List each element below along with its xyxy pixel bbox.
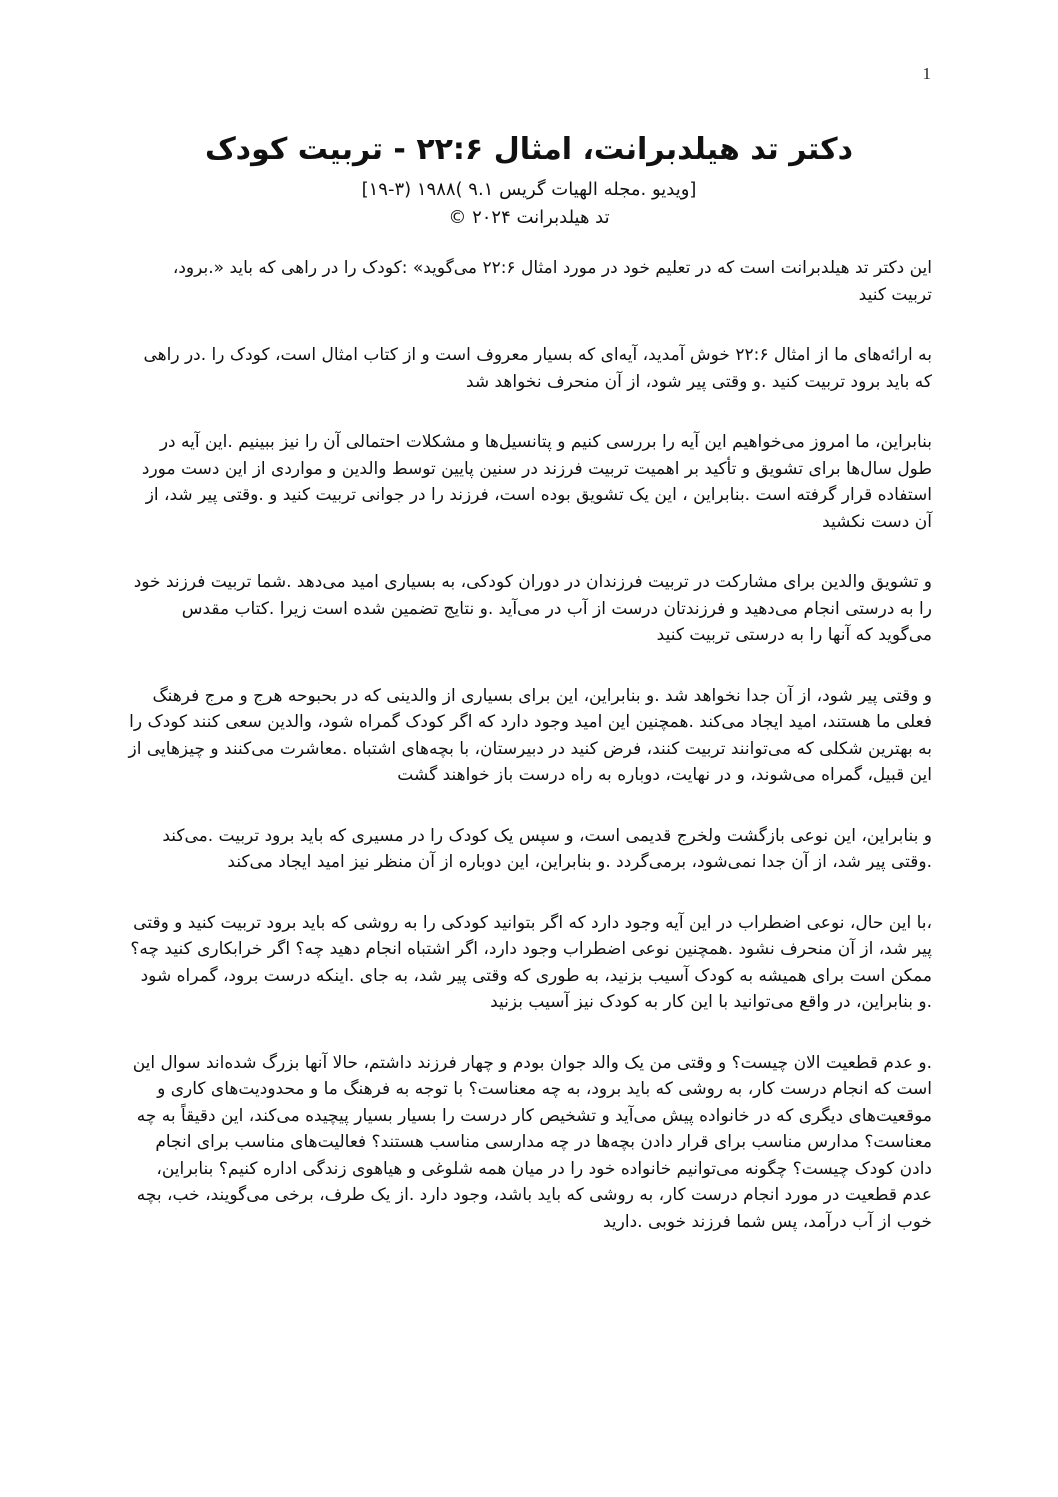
paragraph: بنابراین، ما امروز می‌خواهیم این آیه را بررسی کنیم و پتانسیل‌ها و مشکلات احتمالی آن را نیز ببینیم .این آیه در طول سال‌ها برای تشویق و تأکید بر اهمیت تربیت فرزند در سنین پایین توسط والدین و مواردی از این دست مورد استفاده قرار گرفته است .بنابراین ، این یک تشویق بوده است، فرزند را در جوانی تربیت کنید و .وقتی پیر شد، از آن دست نکشید [141,432,932,532]
copyright-line: تد هیلدبرانت ۲۰۲۴ © [448,207,610,228]
document-header [0,130,1058,232]
paragraph: و بنابراین، این نوعی بازگشت ولخرج قدیمی است، و سپس یک کودک را در مسیری که باید برود تربیت .می‌کند .وقتی پیر شد، از آن جدا نمی‌شود، برمی‌گردد .و بنابراین، این دوباره از آن منظر نیز امید ایجاد می‌کند [162,825,932,872]
paragraph: .و عدم قطعیت الان چیست؟ و وقتی من یک والد جوان بودم و چهار فرزند داشتم، حالا آنها بزرگ شده‌اند سوال این است که انجام درست کار، به روشی که باید برود، به چه معناست؟ با توجه به فرهنگ ما و محدودیت‌های کاری و موقعیت‌های دیگری که در خانواده پیش می‌آید و تشخیص کار درست را بسیار بسیار پیچیده می‌کند، این دقیقاً به چه معناست؟ مدارس مناسب برای قرار دادن بچه‌ها در چه مدارسی مناسب هستند؟ فعالیت‌های مناسب برای انجام دادن کودک چیست؟ چگونه می‌توانیم خانواده خود را در میان همه شلوغی و هیاهوی زندگی اداره کنیم؟ بنابراین، عدم قطعیت در مورد انجام درست کار، به روشی که باید باشد، وجود دارد .از یک طرف، برخی می‌گویند، خب، بچه خوب از آب درآمد، پس شما فرزند خوبی .دارید [132,1052,932,1232]
paragraph: به ارائه‌های ما از امثال ۲۲:۶ خوش آمدید، آیه‌ای که بسیار معروف است و از کتاب امثال است، کودک را .در راهی که باید برود تربیت کنید .و وقتی پیر شود، از آن منحرف نخواهد شد [143,345,932,392]
page-title: دکتر تد هیلدبرانت، امثال ۲۲:۶ - تربیت کودک [204,132,854,167]
citation-line: [ویدیو .مجله الهیات گریس ۹.۱ )۱۹۸۸ (۳-۱۹] [361,179,697,200]
paragraph: ،با این حال، نوعی اضطراب در این آیه وجود دارد که اگر بتوانید کودکی را به روشی که باید برود تربیت کنید و وقتی پیر شد، از آن منحرف نشود .همچنین نوعی اضطراب وجود دارد، اگر اشتباه انجام دهید چه؟ اگر خرابکاری کنید چه؟ ممکن است برای همیشه به کودک آسیب بزنید، به طوری که وقتی پیر شد، به جای .اینکه درست برود، گمراه شود .و بنابراین، در واقع می‌توانید با این کار به کودک نیز آسیب بزنید [130,912,932,1012]
page-number: 1 [922,64,931,83]
paragraph: و وقتی پیر شود، از آن جدا نخواهد شد .و بنابراین، این برای بسیاری از والدینی که در بحبوحه هرج و مرج فرهنگ فعلی ما هستند، امید ایجاد می‌کند .همچنین این امید وجود دارد که اگر کودک گمراه شود، والدین سعی کنند کودک را به بهترین شکلی که می‌توانند تربیت کنند، فرض کنید در دبیرستان، با بچه‌های اشتباه .معاشرت می‌کنند و چیزهایی از این قبیل، گمراه می‌شوند، و در نهایت، دوباره به راه درست باز خواهند گشت [128,685,932,785]
paragraph: این دکتر تد هیلدبرانت است که در تعلیم خود در مورد امثال ۲۲:۶ می‌گوید» :کودک را در راهی که باید «.برود، تربیت کنید [172,258,932,305]
paragraph: و تشویق والدین برای مشارکت در تربیت فرزندان در دوران کودکی، به بسیاری امید می‌دهد .شما تربیت فرزند خود را به درستی انجام می‌دهید و فرزندتان درست از آب در می‌آید .و نتایج تضمین شده است زیرا .کتاب مقدس می‌گوید که آنها را به درستی تربیت کنید [133,572,932,645]
document-body [127,255,932,1269]
